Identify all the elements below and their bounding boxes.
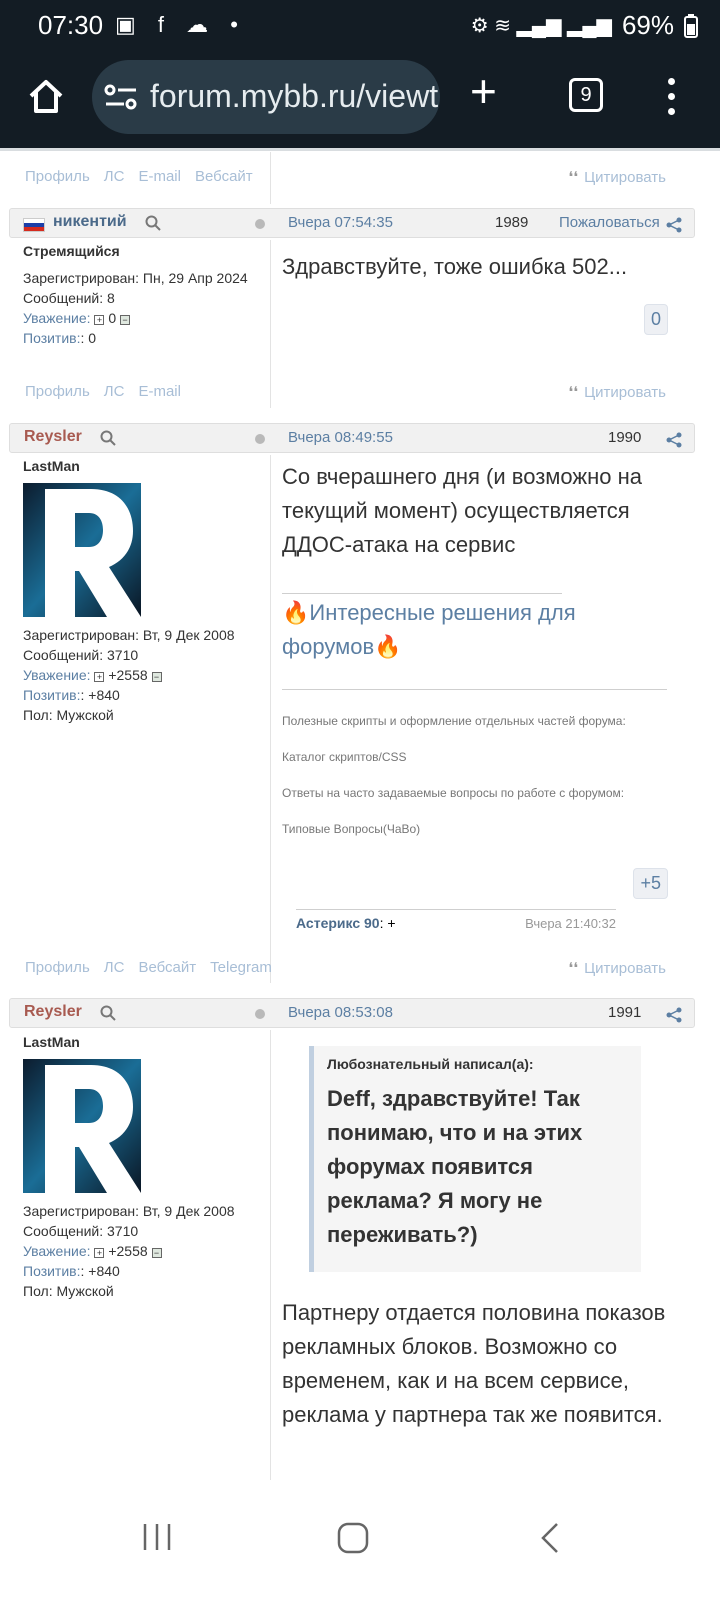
like-counter[interactable]: +5 [633, 868, 668, 899]
user-registered: Зарегистрирован: Вт, 9 Дек 2008 [23, 627, 235, 643]
user-gender: Пол: Мужской [23, 707, 114, 723]
quote-icon: ❛❛ [568, 959, 579, 977]
quote-author: Любознательный написал(а): [327, 1056, 534, 1072]
share-icon[interactable] [666, 432, 682, 448]
quote-text: Deff, здравствуйте! Так понимаю, что и на этих форумах появится реклама? Я могу не переживать?) [327, 1086, 583, 1247]
user-rank: LastMan [23, 1034, 80, 1050]
post-number: 1989 [495, 214, 529, 231]
offline-status-icon [255, 434, 265, 444]
quote-block [309, 1046, 641, 1272]
signature-link[interactable]: Каталог скриптов/CSS [282, 750, 407, 764]
menu-icon[interactable] [668, 78, 676, 123]
post-header [9, 208, 695, 238]
offline-status-icon [255, 1009, 265, 1019]
russia-flag-icon [23, 218, 45, 232]
website-link[interactable]: Вебсайт [194, 168, 253, 185]
user-registered: Зарегистрирован: Пн, 29 Апр 2024 [23, 270, 248, 286]
new-tab-icon[interactable]: + [470, 65, 497, 117]
search-icon[interactable] [100, 430, 116, 446]
system-nav-bar [0, 1488, 720, 1600]
comment-date: Вчера 21:40:32 [525, 916, 616, 931]
minus-icon[interactable]: − [152, 1248, 162, 1258]
share-icon[interactable] [666, 217, 682, 233]
search-icon[interactable] [145, 215, 161, 231]
user-info [23, 456, 235, 725]
battery-level: 69% [621, 10, 674, 40]
quote-button[interactable]: ❛❛ Цитировать [568, 959, 666, 977]
site-settings-icon[interactable] [104, 84, 138, 110]
browser-toolbar [0, 52, 720, 148]
post-links [25, 959, 286, 976]
respect-value: 0 [108, 310, 117, 326]
report-link[interactable]: Пожаловаться [559, 214, 660, 231]
comment-text: : + [379, 915, 396, 931]
user-messages: Сообщений: 3710 [23, 1223, 139, 1239]
quote-icon: ❛❛ [568, 168, 579, 186]
email-link[interactable]: E-mail [138, 383, 181, 400]
pm-link[interactable]: ЛС [103, 168, 125, 185]
post-date[interactable]: Вчера 08:53:08 [288, 1004, 393, 1021]
back-icon[interactable] [540, 1522, 560, 1554]
quote-icon: ❛❛ [568, 383, 579, 401]
avatar[interactable] [23, 1059, 141, 1193]
status-bar [0, 0, 720, 52]
pm-link[interactable]: ЛС [103, 383, 125, 400]
signature-text: Ответы на часто задаваемые вопросы по работе с форумом: [282, 786, 625, 800]
user-registered: Зарегистрирован: Вт, 9 Дек 2008 [23, 1203, 235, 1219]
positive-label[interactable]: Позитив: [23, 687, 81, 703]
search-icon[interactable] [100, 1005, 116, 1021]
user-info [23, 241, 248, 348]
respect-label[interactable]: Уважение: [23, 1243, 91, 1259]
share-icon[interactable] [666, 1007, 682, 1023]
post-date[interactable]: Вчера 08:49:55 [288, 429, 393, 446]
clock: 07:30 [38, 10, 104, 40]
post-author[interactable]: Reysler [24, 1003, 82, 1020]
like-counter[interactable]: 0 [644, 304, 668, 335]
plus-icon[interactable]: + [94, 315, 104, 325]
user-messages: Сообщений: 8 [23, 290, 115, 306]
user-info [23, 1032, 235, 1301]
plus-icon[interactable]: + [94, 1248, 104, 1258]
notification-icons: ▣ f ☁ • [115, 12, 246, 37]
forum-page [0, 148, 720, 1488]
offline-status-icon [255, 219, 265, 229]
home-button-icon[interactable] [337, 1522, 369, 1554]
positive-label[interactable]: Позитив: [23, 1263, 81, 1279]
comment-author[interactable]: Астерикс 90 [296, 915, 380, 931]
like-comment [296, 915, 616, 931]
url-text: forum.mybb.ru/viewt [150, 78, 439, 114]
pm-link[interactable]: ЛС [103, 959, 125, 976]
post-links [25, 383, 195, 400]
fire-icon: 🔥 [282, 600, 310, 625]
positive-value: : +840 [80, 687, 120, 703]
post-number: 1990 [608, 429, 642, 446]
user-messages: Сообщений: 3710 [23, 647, 139, 663]
signature-link[interactable]: Типовые Вопросы(ЧаВо) [282, 822, 421, 836]
post-links [25, 168, 267, 185]
signal-icons: ⚙ ≋ ▂▄▆ ▂▄▆ [470, 15, 612, 37]
post-author[interactable]: Reysler [24, 428, 82, 445]
profile-link[interactable]: Профиль [25, 383, 90, 400]
respect-value: +2558 [108, 667, 148, 683]
positive-label[interactable]: Позитив: [23, 330, 81, 346]
minus-icon[interactable]: − [120, 315, 130, 325]
respect-value: +2558 [108, 1243, 148, 1259]
post-header [9, 998, 695, 1028]
address-bar[interactable] [92, 60, 440, 134]
plus-icon[interactable]: + [94, 672, 104, 682]
telegram-link[interactable]: Telegram [210, 959, 272, 976]
tab-switcher-button[interactable]: 9 [569, 78, 603, 112]
battery-icon [684, 14, 698, 38]
avatar[interactable] [23, 483, 141, 617]
post-number: 1991 [608, 1004, 642, 1021]
post-header [9, 423, 695, 453]
respect-label[interactable]: Уважение: [23, 667, 91, 683]
email-link[interactable]: E-mail [138, 168, 181, 185]
post-text: Здравствуйте, тоже ошибка 502... [282, 254, 628, 279]
post-date[interactable]: Вчера 07:54:35 [288, 214, 393, 231]
post-author[interactable]: никентий [53, 213, 127, 230]
minus-icon[interactable]: − [152, 672, 162, 682]
quote-button[interactable]: ❛❛ Цитировать [568, 383, 666, 401]
profile-link[interactable]: Профиль [25, 168, 90, 185]
signature-text: Полезные скрипты и оформление отдельных частей форума: [282, 714, 626, 728]
post-text: Партнеру отдается половина показов рекламных блоков. Возможно со временем, как и на всем сервисе, реклама у партнера так же появится. [282, 1300, 666, 1427]
post-text: Со вчерашнего дня (и возможно на текущий момент) осуществляется ДДОС-атака на сервис [282, 464, 642, 557]
user-rank: LastMan [23, 458, 80, 474]
recent-apps-icon[interactable] [142, 1522, 172, 1552]
home-icon[interactable] [26, 76, 66, 116]
profile-link[interactable]: Профиль [25, 959, 90, 976]
positive-value: : 0 [80, 330, 97, 346]
website-link[interactable]: Вебсайт [138, 959, 197, 976]
fire-icon: 🔥 [374, 634, 402, 659]
respect-label[interactable]: Уважение: [23, 310, 91, 326]
user-gender: Пол: Мужской [23, 1283, 114, 1299]
positive-value: : +840 [80, 1263, 120, 1279]
signature-link[interactable]: 🔥Интересные решения для форумов🔥 [282, 600, 576, 659]
quote-button[interactable]: ❛❛ Цитировать [568, 168, 666, 186]
user-rank: Стремящийся [23, 243, 120, 259]
